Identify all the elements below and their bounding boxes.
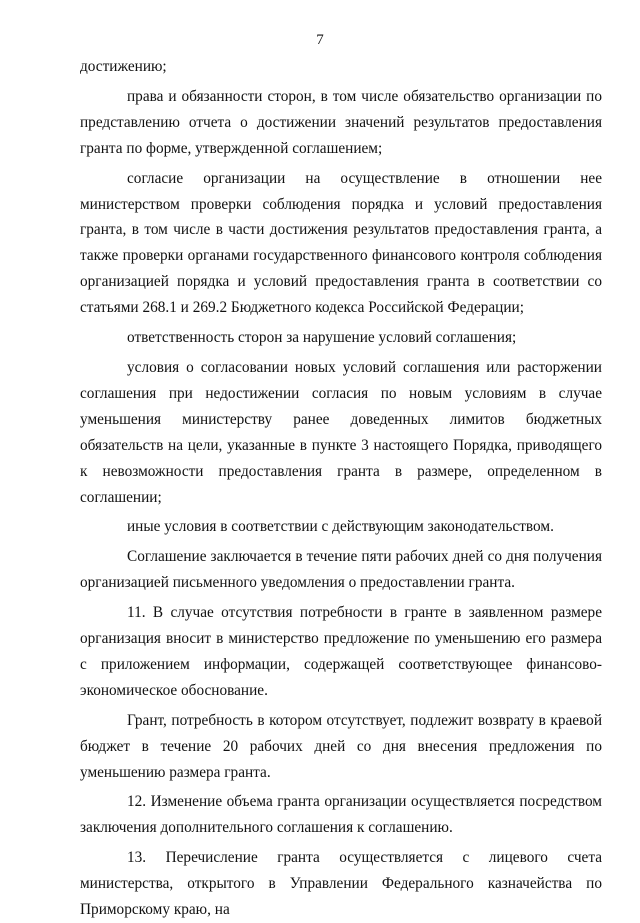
paragraph-continuation: достижению; bbox=[80, 58, 167, 75]
paragraph-grant-return: Грант, потребность в котором отсутствует, подлежит возврату в краевой бюджет в течение 20 рабочих дней со дня внесения предложения по уменьшению размера гранта. bbox=[80, 711, 602, 781]
paragraph-agreement-term: Соглашение заключается в течение пяти рабочих дней со дня получения организацией письменного уведомления о предоставлении гранта. bbox=[80, 548, 602, 592]
paragraph-responsibility: ответственность сторон за нарушение условий соглашения; bbox=[127, 329, 517, 347]
page-number: 7 bbox=[316, 32, 324, 48]
paragraph-rights-obligations: права и обязанности сторон, в том числе обязательство организации по представлению отчета о достижении значений результатов предоставления гранта по форме, утвержденной соглашением; bbox=[80, 87, 602, 157]
document-body bbox=[80, 54, 602, 923]
paragraph-consent-inspection: согласие организации на осуществление в отношении нее министерством проверки соблюдения порядка и условий предоставления гранта, в том числе в части достижения результатов предоставления гранта, а также проверки органами государственного финансового контроля соблюдения организацией порядка и условий предоставления гранта в соответствии со статьями 268.1 и 269.2 Бюджетного кодекса Российской Федерации; bbox=[80, 169, 602, 317]
paragraph-new-conditions: условия о согласовании новых условий соглашения или расторжении соглашения при недостижении согласия по новым условиям в случае уменьшения министерству ранее доведенных лимитов бюджетных обязательств на цели, указанные в пункте 3 настоящего Порядка, приводящего к невозможности предоставления гранта в размере, определенном в соглашении; bbox=[80, 358, 602, 506]
paragraph-other-conditions: иные условия в соответствии с действующим законодательством. bbox=[127, 518, 554, 536]
paragraph-item-11: 11. В случае отсутствия потребности в гранте в заявленном размере организация вносит в министерство предложение по уменьшению его размера с приложением информации, содержащей соответствующее финансово-экономическое обоснование. bbox=[80, 604, 602, 699]
paragraph-item-13: 13. Перечисление гранта осуществляется с лицевого счета министерства, открытого в Управлении Федерального казначейства по Приморскому краю, на bbox=[80, 849, 602, 919]
paragraph-item-12: 12. Изменение объема гранта организации осуществляется посредством заключения дополнительного соглашения к соглашению. bbox=[80, 793, 602, 837]
